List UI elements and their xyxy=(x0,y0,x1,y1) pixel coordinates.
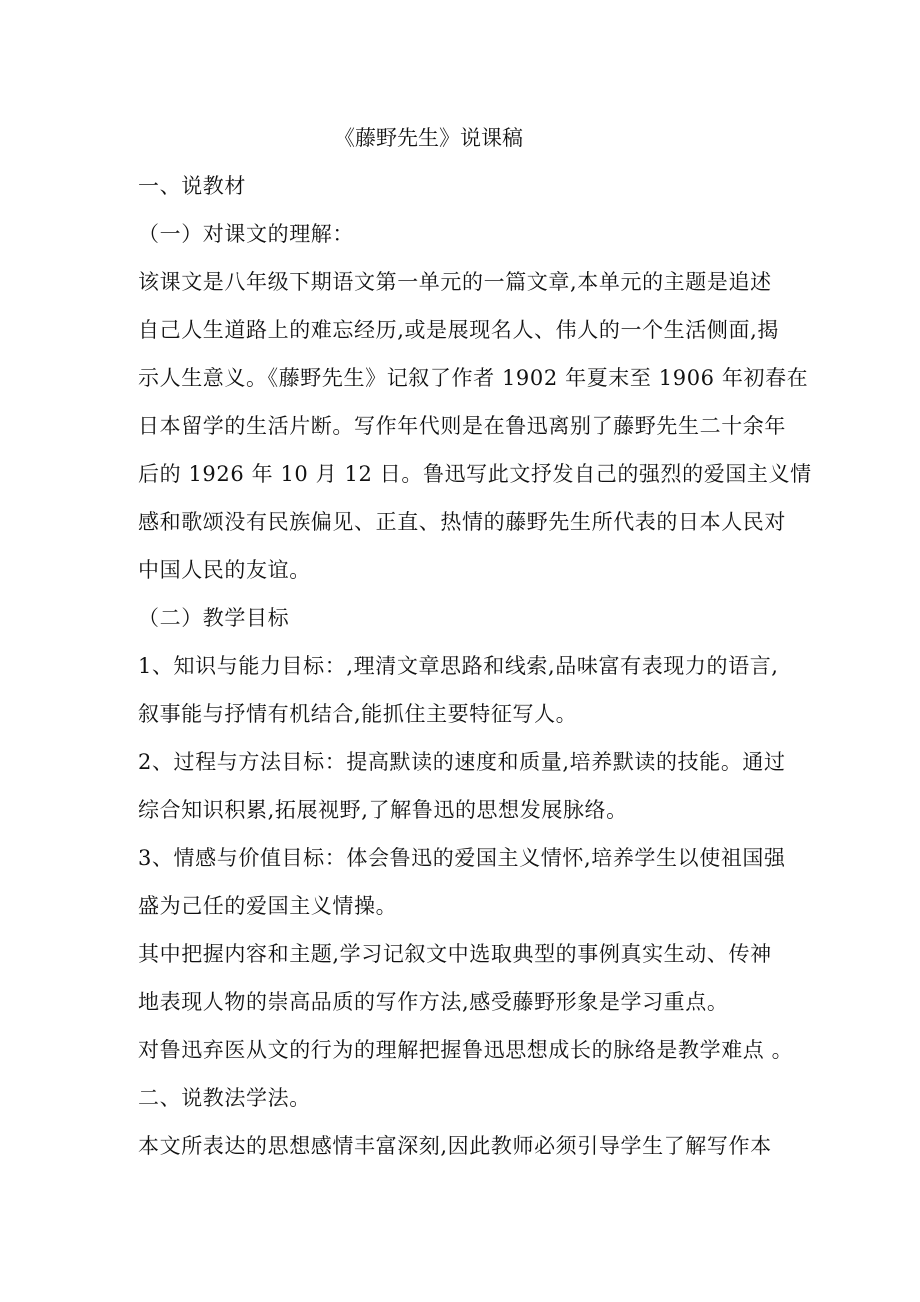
subsection-heading-understanding: （一）对课文的理解： xyxy=(138,222,354,246)
document-title: 《藤野先生》说课稿 xyxy=(334,126,523,150)
paragraph-line: 感和歌颂没有民族偏见、正直、热情的藤野先生所代表的日本人民对 xyxy=(138,510,786,534)
goal-line: 盛为己任的爱国主义情操。 xyxy=(138,894,398,918)
goal-line: 3、情感与价值目标：体会鲁迅的爱国主义情怀,培养学生以使祖国强 xyxy=(138,846,786,870)
goal-line: 1、知识与能力目标：,理清文章思路和线索,品味富有表现力的语言, xyxy=(138,654,779,678)
paragraph-line: 日本留学的生活片断。写作年代则是在鲁迅离别了藤野先生二十余年 xyxy=(138,414,786,438)
subsection-heading-goals: （二）教学目标 xyxy=(138,606,290,630)
paragraph-line: 示人生意义。《藤野先生》记叙了作者 1902 年夏末至 1906 年初春在 xyxy=(138,366,809,390)
goal-line: 2、过程与方法目标：提高默读的速度和质量,培养默读的技能。通过 xyxy=(138,750,786,774)
paragraph-line: 其中把握内容和主题,学习记叙文中选取典型的事例真实生动、传神 xyxy=(138,942,772,966)
paragraph-line: 自己人生道路上的难忘经历,或是展现名人、伟人的一个生活侧面,揭 xyxy=(138,318,779,342)
goal-line: 综合知识积累,拓展视野,了解鲁迅的思想发展脉络。 xyxy=(138,798,628,822)
section-heading-methods: 二、说教法学法。 xyxy=(138,1086,311,1110)
paragraph-line: 后的 1926 年 10 月 12 日。鲁迅写此文抒发自己的强烈的爱国主义情 xyxy=(138,462,812,486)
paragraph-line: 本文所表达的思想感情丰富深刻,因此教师必须引导学生了解写作本 xyxy=(138,1134,772,1158)
paragraph-line: 对鲁迅弃医从文的行为的理解把握鲁迅思想成长的脉络是教学难点 。 xyxy=(138,1038,794,1062)
paragraph-line: 中国人民的友谊。 xyxy=(138,558,311,582)
paragraph-line: 地表现人物的崇高品质的写作方法,感受藤野形象是学习重点。 xyxy=(138,990,729,1014)
goal-line: 叙事能与抒情有机结合,能抓住主要特征写人。 xyxy=(138,702,578,726)
paragraph-line: 该课文是八年级下期语文第一单元的一篇文章,本单元的主题是追述 xyxy=(138,270,772,294)
section-heading-textbook: 一、说教材 xyxy=(138,174,246,198)
